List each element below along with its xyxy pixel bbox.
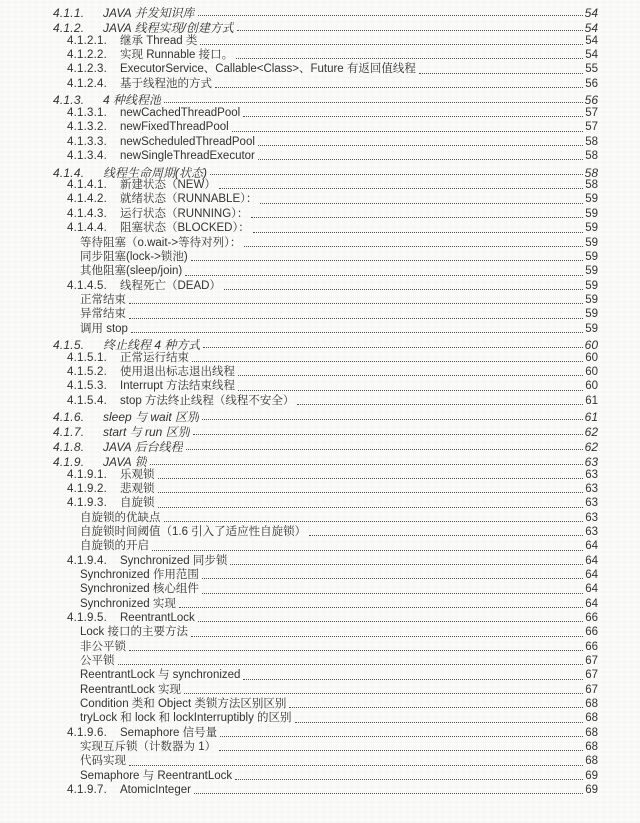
toc-entry <box>0 408 640 423</box>
toc-entry <box>0 539 640 553</box>
toc-entry-page: 64 <box>585 540 598 553</box>
dotted-leader <box>126 293 584 307</box>
toc-entry-title: ReentrantLock 实现 <box>80 683 181 696</box>
toc-entry-number: 4.1.3.4. <box>67 149 107 162</box>
toc-entry-title: 实现 Runnable 接口。 <box>120 49 234 62</box>
toc-entry-page: 58 <box>584 165 598 180</box>
toc-entry-page: 69 <box>585 784 598 797</box>
toc-entry <box>0 236 640 250</box>
toc-entry <box>0 62 640 76</box>
toc-entry-number: 4.1.5.3. <box>67 380 107 393</box>
toc-entry-page: 54 <box>585 49 598 62</box>
dotted-leader <box>234 21 584 34</box>
dotted-leader <box>188 625 584 639</box>
toc-entry <box>0 120 640 134</box>
toc-entry <box>0 163 640 178</box>
toc-entry <box>0 468 640 482</box>
toc-entry-page: 59 <box>585 308 598 321</box>
toc-entry-page: 62 <box>584 440 598 455</box>
toc-entry-page: 60 <box>584 338 598 353</box>
toc-entry <box>0 77 640 91</box>
toc-entry-title: Lock 接口的主要方法 <box>80 626 188 639</box>
toc-entry-title: 实现互斥锁（计数器为 1） <box>80 741 217 754</box>
toc-entry-title: 使用退出标志退出线程 <box>120 366 235 379</box>
toc-entry-title: 自旋锁 <box>120 497 155 510</box>
toc-entry <box>0 511 640 525</box>
toc-entry-number: 4.1.3.1. <box>67 106 107 119</box>
toc-entry-title: AtomicInteger <box>120 784 191 797</box>
toc-entry-page: 67 <box>585 669 598 682</box>
toc-entry-page: 60 <box>585 351 598 364</box>
toc-entry-page: 60 <box>585 380 598 393</box>
toc-entry-number: 4.1.3.3. <box>67 135 107 148</box>
toc-entry-title: JAVA 锁 <box>103 455 147 469</box>
toc-entry <box>0 91 640 106</box>
toc-entry <box>0 19 640 34</box>
toc-entry-page: 69 <box>585 769 598 782</box>
toc-entry-title: 调用 stop <box>80 322 128 335</box>
toc-entry-number: 4.1.2.2. <box>67 49 107 62</box>
toc-entry-page: 57 <box>585 106 598 119</box>
toc-entry-number: 4.1.2.3. <box>67 63 107 76</box>
toc-entry-page: 63 <box>585 525 598 538</box>
dotted-leader <box>232 769 584 783</box>
toc-entry-title: 就绪状态（RUNNABLE）： <box>120 193 258 206</box>
toc-entry <box>0 149 640 163</box>
toc-entry-page: 56 <box>585 77 598 90</box>
toc-entry <box>0 683 640 697</box>
toc-entry <box>0 496 640 510</box>
dotted-leader <box>126 307 584 321</box>
toc-entry-title: 同步阻塞(lock->锁池) <box>80 250 188 263</box>
toc-entry <box>0 482 640 496</box>
toc-entry <box>0 525 640 539</box>
dotted-leader <box>240 106 584 120</box>
toc-entry-number: 4.1.2.4. <box>67 77 107 90</box>
toc-entry-page: 66 <box>585 626 598 639</box>
toc-entry-title: tryLock 和 lock 和 lockInterruptibly 的区别 <box>80 712 292 725</box>
toc-entry-number: 4.1.6. <box>53 410 85 425</box>
toc-entry <box>0 783 640 797</box>
toc-entry <box>0 625 640 639</box>
dotted-leader <box>176 597 584 611</box>
dotted-leader <box>216 740 584 754</box>
toc-entry-number: 4.1.2. <box>53 21 85 36</box>
toc-entry-page: 63 <box>585 468 598 481</box>
toc-entry <box>0 711 640 725</box>
toc-entry-title: 终止线程 4 种方式 <box>103 338 201 353</box>
toc-entry-number: 4.1.7. <box>53 425 85 440</box>
toc-entry-number: 4.1.4.5. <box>67 279 107 292</box>
toc-entry-page: 59 <box>585 207 598 220</box>
toc-entry-title: 异常结束 <box>80 308 126 321</box>
toc-entry-page: 59 <box>585 193 598 206</box>
toc-entry-page: 68 <box>585 741 598 754</box>
toc-entry-number: 4.1.9. <box>53 455 85 469</box>
toc-entry <box>0 668 640 682</box>
toc-entry-title: 线程死亡（DEAD） <box>120 279 221 292</box>
toc-entry-title: 运行状态（RUNNING）： <box>120 207 249 220</box>
toc-entry <box>0 769 640 783</box>
toc-entry-page: 58 <box>585 149 598 162</box>
toc-entry-page: 64 <box>585 554 598 567</box>
toc-entry <box>0 178 640 192</box>
dotted-leader <box>221 279 584 293</box>
toc-entry <box>0 754 640 768</box>
dotted-leader <box>191 783 584 797</box>
toc-entry <box>0 336 640 351</box>
toc-entry-title: sleep 与 wait 区别 <box>103 410 200 425</box>
toc-entry-page: 54 <box>584 21 598 36</box>
toc-entry <box>0 654 640 668</box>
dotted-leader <box>240 668 584 682</box>
dotted-leader <box>229 120 584 134</box>
toc-entry-page: 63 <box>585 511 598 524</box>
toc-entry-title: Interrupt 方法结束线程 <box>120 380 236 393</box>
toc-entry-title: 阻塞状态（BLOCKED）： <box>120 222 250 235</box>
dotted-leader <box>216 178 584 192</box>
toc-entry-page: 59 <box>585 222 598 235</box>
dotted-leader <box>250 221 584 235</box>
toc-entry-title: Semaphore 信号量 <box>120 726 218 739</box>
toc-entry-number: 4.1.9.3. <box>67 497 107 510</box>
dotted-leader <box>199 568 584 582</box>
toc-entry-page: 59 <box>585 322 598 335</box>
toc-entry <box>0 640 640 654</box>
toc-entry <box>0 740 640 754</box>
toc-entry-number: 4.1.4. <box>53 165 85 180</box>
toc-entry-title: Synchronized 实现 <box>80 597 176 610</box>
toc-entry-page: 68 <box>585 698 598 710</box>
toc-entry <box>0 4 640 19</box>
dotted-leader <box>292 711 584 725</box>
dotted-leader <box>199 410 584 423</box>
toc-entry-page: 61 <box>584 410 598 425</box>
toc-entry-title: Semaphore 与 ReentrantLock <box>80 769 233 782</box>
dotted-leader <box>188 250 584 264</box>
toc-entry-page: 59 <box>585 250 598 263</box>
dotted-leader <box>286 697 584 711</box>
toc-entry-title: 4 种线程池 <box>103 93 162 108</box>
toc-entry-title: 自旋锁的开启 <box>80 540 149 553</box>
dotted-leader <box>233 48 584 62</box>
toc-entry <box>0 48 640 62</box>
toc-entry <box>0 250 640 264</box>
toc-entry <box>0 568 640 582</box>
toc-entry-number: 4.1.9.5. <box>67 611 107 624</box>
dotted-leader <box>126 754 584 768</box>
toc-entry-number: 4.1.5.1. <box>67 351 107 364</box>
dotted-leader <box>212 77 584 91</box>
toc-entry-number: 4.1.3. <box>53 93 85 108</box>
toc-entry-page: 68 <box>585 755 598 768</box>
toc-entry-title: newSingleThreadExecutor <box>120 149 255 162</box>
toc-entry-title: 代码实现 <box>80 755 126 768</box>
toc-entry <box>0 697 640 711</box>
toc-entry-page: 64 <box>585 597 598 610</box>
toc-entry-number: 4.1.9.1. <box>67 468 107 481</box>
toc-entry-title: 公平锁 <box>80 654 115 667</box>
toc-entry-title: ReentrantLock <box>120 611 195 624</box>
dotted-leader <box>189 351 584 365</box>
toc-entry-page: 60 <box>585 366 598 379</box>
toc-entry <box>0 351 640 365</box>
toc-entry-page: 66 <box>585 640 598 653</box>
dotted-leader <box>248 207 584 221</box>
toc-entry-title: stop 方法终止线程（线程不安全） <box>120 394 295 407</box>
toc-entry-page: 59 <box>585 236 598 249</box>
dotted-leader <box>199 582 584 596</box>
dotted-leader <box>227 554 584 568</box>
toc-entry-number: 4.1.8. <box>53 440 85 455</box>
toc-entry-title: Condition 类和 Object 类锁方法区别区别 <box>80 698 287 710</box>
toc-entry-page: 62 <box>584 425 598 440</box>
toc-entry-number: 4.1.1. <box>53 6 85 21</box>
toc-entry-title: 乐观锁 <box>120 468 155 481</box>
toc-entry-title: 正常结束 <box>80 293 126 306</box>
toc-entry-title: 自旋锁时间阈值（1.6 引入了适应性自旋锁） <box>80 525 307 538</box>
toc-entry-number: 4.1.5.2. <box>67 366 107 379</box>
toc-entry-title: JAVA 并发知识库 <box>103 6 195 21</box>
dotted-leader <box>115 654 585 668</box>
toc-entry <box>0 379 640 393</box>
toc-entry-number: 4.1.9.2. <box>67 482 107 495</box>
toc-entry-page: 64 <box>585 568 598 581</box>
toc-entry <box>0 264 640 278</box>
dotted-leader <box>200 338 584 351</box>
dotted-leader <box>161 511 585 525</box>
toc-entry-page: 67 <box>585 654 598 667</box>
toc-entry-title: Synchronized 作用范围 <box>80 568 199 581</box>
toc-entry <box>0 207 640 221</box>
toc-entry-page: 58 <box>585 135 598 148</box>
toc-entry-page: 59 <box>585 265 598 278</box>
toc-entry-number: 4.1.4.2. <box>67 193 107 206</box>
toc-entry-title: 线程生命周期(状态) <box>103 165 207 180</box>
dotted-leader <box>181 683 584 697</box>
toc-entry-page: 59 <box>585 279 598 292</box>
dotted-leader <box>197 34 584 48</box>
toc-entry-number: 4.1.5.4. <box>67 394 107 407</box>
toc-entry-title: 等待阻塞（o.wait->等待对列）： <box>80 236 242 249</box>
dotted-leader <box>255 135 584 149</box>
dotted-leader <box>190 425 584 438</box>
toc-entry-title: 其他阻塞(sleep/join) <box>80 265 183 278</box>
toc-entry <box>0 611 640 625</box>
dotted-leader <box>235 379 584 393</box>
toc-entry-title: 继承 Thread 类 <box>120 34 198 47</box>
dotted-leader <box>183 440 584 453</box>
table-of-contents <box>0 4 640 797</box>
toc-entry-number: 4.1.4.4. <box>67 222 107 235</box>
toc-entry-page: 54 <box>584 6 598 21</box>
toc-entry-number: 4.1.2.1. <box>67 34 107 47</box>
toc-entry-page: 57 <box>585 121 598 134</box>
toc-entry <box>0 307 640 321</box>
toc-entry-title: Synchronized 同步锁 <box>120 554 228 567</box>
toc-entry <box>0 135 640 149</box>
toc-entry-number: 4.1.5. <box>53 338 85 353</box>
toc-entry-title: 正常运行结束 <box>120 351 189 364</box>
toc-entry-page: 61 <box>585 394 598 407</box>
toc-entry-page: 67 <box>585 683 598 696</box>
toc-entry <box>0 192 640 206</box>
dotted-leader <box>207 166 584 179</box>
toc-entry-title: 非公平锁 <box>80 640 126 653</box>
toc-entry-number: 4.1.3.2. <box>67 121 107 134</box>
toc-entry <box>0 423 640 438</box>
toc-entry <box>0 597 640 611</box>
toc-entry-page: 63 <box>584 455 598 469</box>
toc-entry-page: 58 <box>585 179 598 192</box>
dotted-leader <box>147 455 584 468</box>
toc-entry-number: 4.1.9.6. <box>67 726 107 739</box>
toc-entry-title: 自旋锁的优缺点 <box>80 511 161 524</box>
toc-entry-title: JAVA 线程实现/创建方式 <box>103 21 234 36</box>
toc-entry-title: 新建状态（NEW） <box>120 179 216 192</box>
toc-entry-title: newFixedThreadPool <box>120 121 229 134</box>
dotted-leader <box>126 640 584 654</box>
dotted-leader <box>149 539 584 553</box>
dotted-leader <box>416 62 584 76</box>
toc-entry-number: 4.1.9.4. <box>67 554 107 567</box>
toc-entry-number: 4.1.9.7. <box>67 784 107 797</box>
dotted-leader <box>235 365 584 379</box>
toc-entry-title: start 与 run 区别 <box>103 425 190 440</box>
toc-entry <box>0 279 640 293</box>
dotted-leader <box>195 6 584 19</box>
toc-entry-page: 59 <box>585 293 598 306</box>
toc-entry-page: 68 <box>585 712 598 725</box>
toc-entry-page: 66 <box>585 611 598 624</box>
toc-entry-page: 64 <box>585 583 598 596</box>
dotted-leader <box>161 93 584 106</box>
dotted-leader <box>306 525 584 539</box>
dotted-leader <box>241 236 584 250</box>
dotted-leader <box>257 192 584 206</box>
toc-entry-title: newCachedThreadPool <box>120 106 241 119</box>
toc-entry <box>0 34 640 48</box>
toc-entry-title: 基于线程池的方式 <box>120 77 212 90</box>
toc-entry-title: JAVA 后台线程 <box>103 440 183 455</box>
toc-entry-title: ExecutorService、Callable<Class>、Future 有返回值线程 <box>120 63 416 76</box>
toc-entry <box>0 221 640 235</box>
toc-entry-number: 4.1.4.1. <box>67 179 107 192</box>
toc-entry <box>0 453 640 468</box>
toc-entry <box>0 365 640 379</box>
toc-entry-page: 63 <box>585 497 598 510</box>
toc-entry-page: 55 <box>585 63 598 76</box>
toc-entry <box>0 726 640 740</box>
dotted-leader <box>294 394 584 408</box>
toc-entry-title: newScheduledThreadPool <box>120 135 255 148</box>
toc-entry-title: ReentrantLock 与 synchronized <box>80 669 241 682</box>
toc-entry <box>0 293 640 307</box>
toc-entry <box>0 438 640 453</box>
dotted-leader <box>155 496 585 510</box>
toc-entry-page: 68 <box>585 726 598 739</box>
toc-entry-page: 63 <box>585 482 598 495</box>
toc-entry <box>0 322 640 336</box>
dotted-leader <box>182 264 584 278</box>
toc-entry-title: Synchronized 核心组件 <box>80 583 199 596</box>
toc-entry-page: 56 <box>584 93 598 108</box>
dotted-leader <box>128 322 584 336</box>
dotted-leader <box>155 468 585 482</box>
dotted-leader <box>155 482 585 496</box>
dotted-leader <box>255 149 584 163</box>
toc-entry-title: 悲观锁 <box>120 482 155 495</box>
toc-entry-number: 4.1.4.3. <box>67 207 107 220</box>
toc-entry <box>0 582 640 596</box>
toc-entry <box>0 394 640 408</box>
toc-entry-page: 54 <box>585 34 598 47</box>
toc-entry <box>0 554 640 568</box>
dotted-leader <box>217 726 584 740</box>
dotted-leader <box>195 611 584 625</box>
toc-entry <box>0 106 640 120</box>
